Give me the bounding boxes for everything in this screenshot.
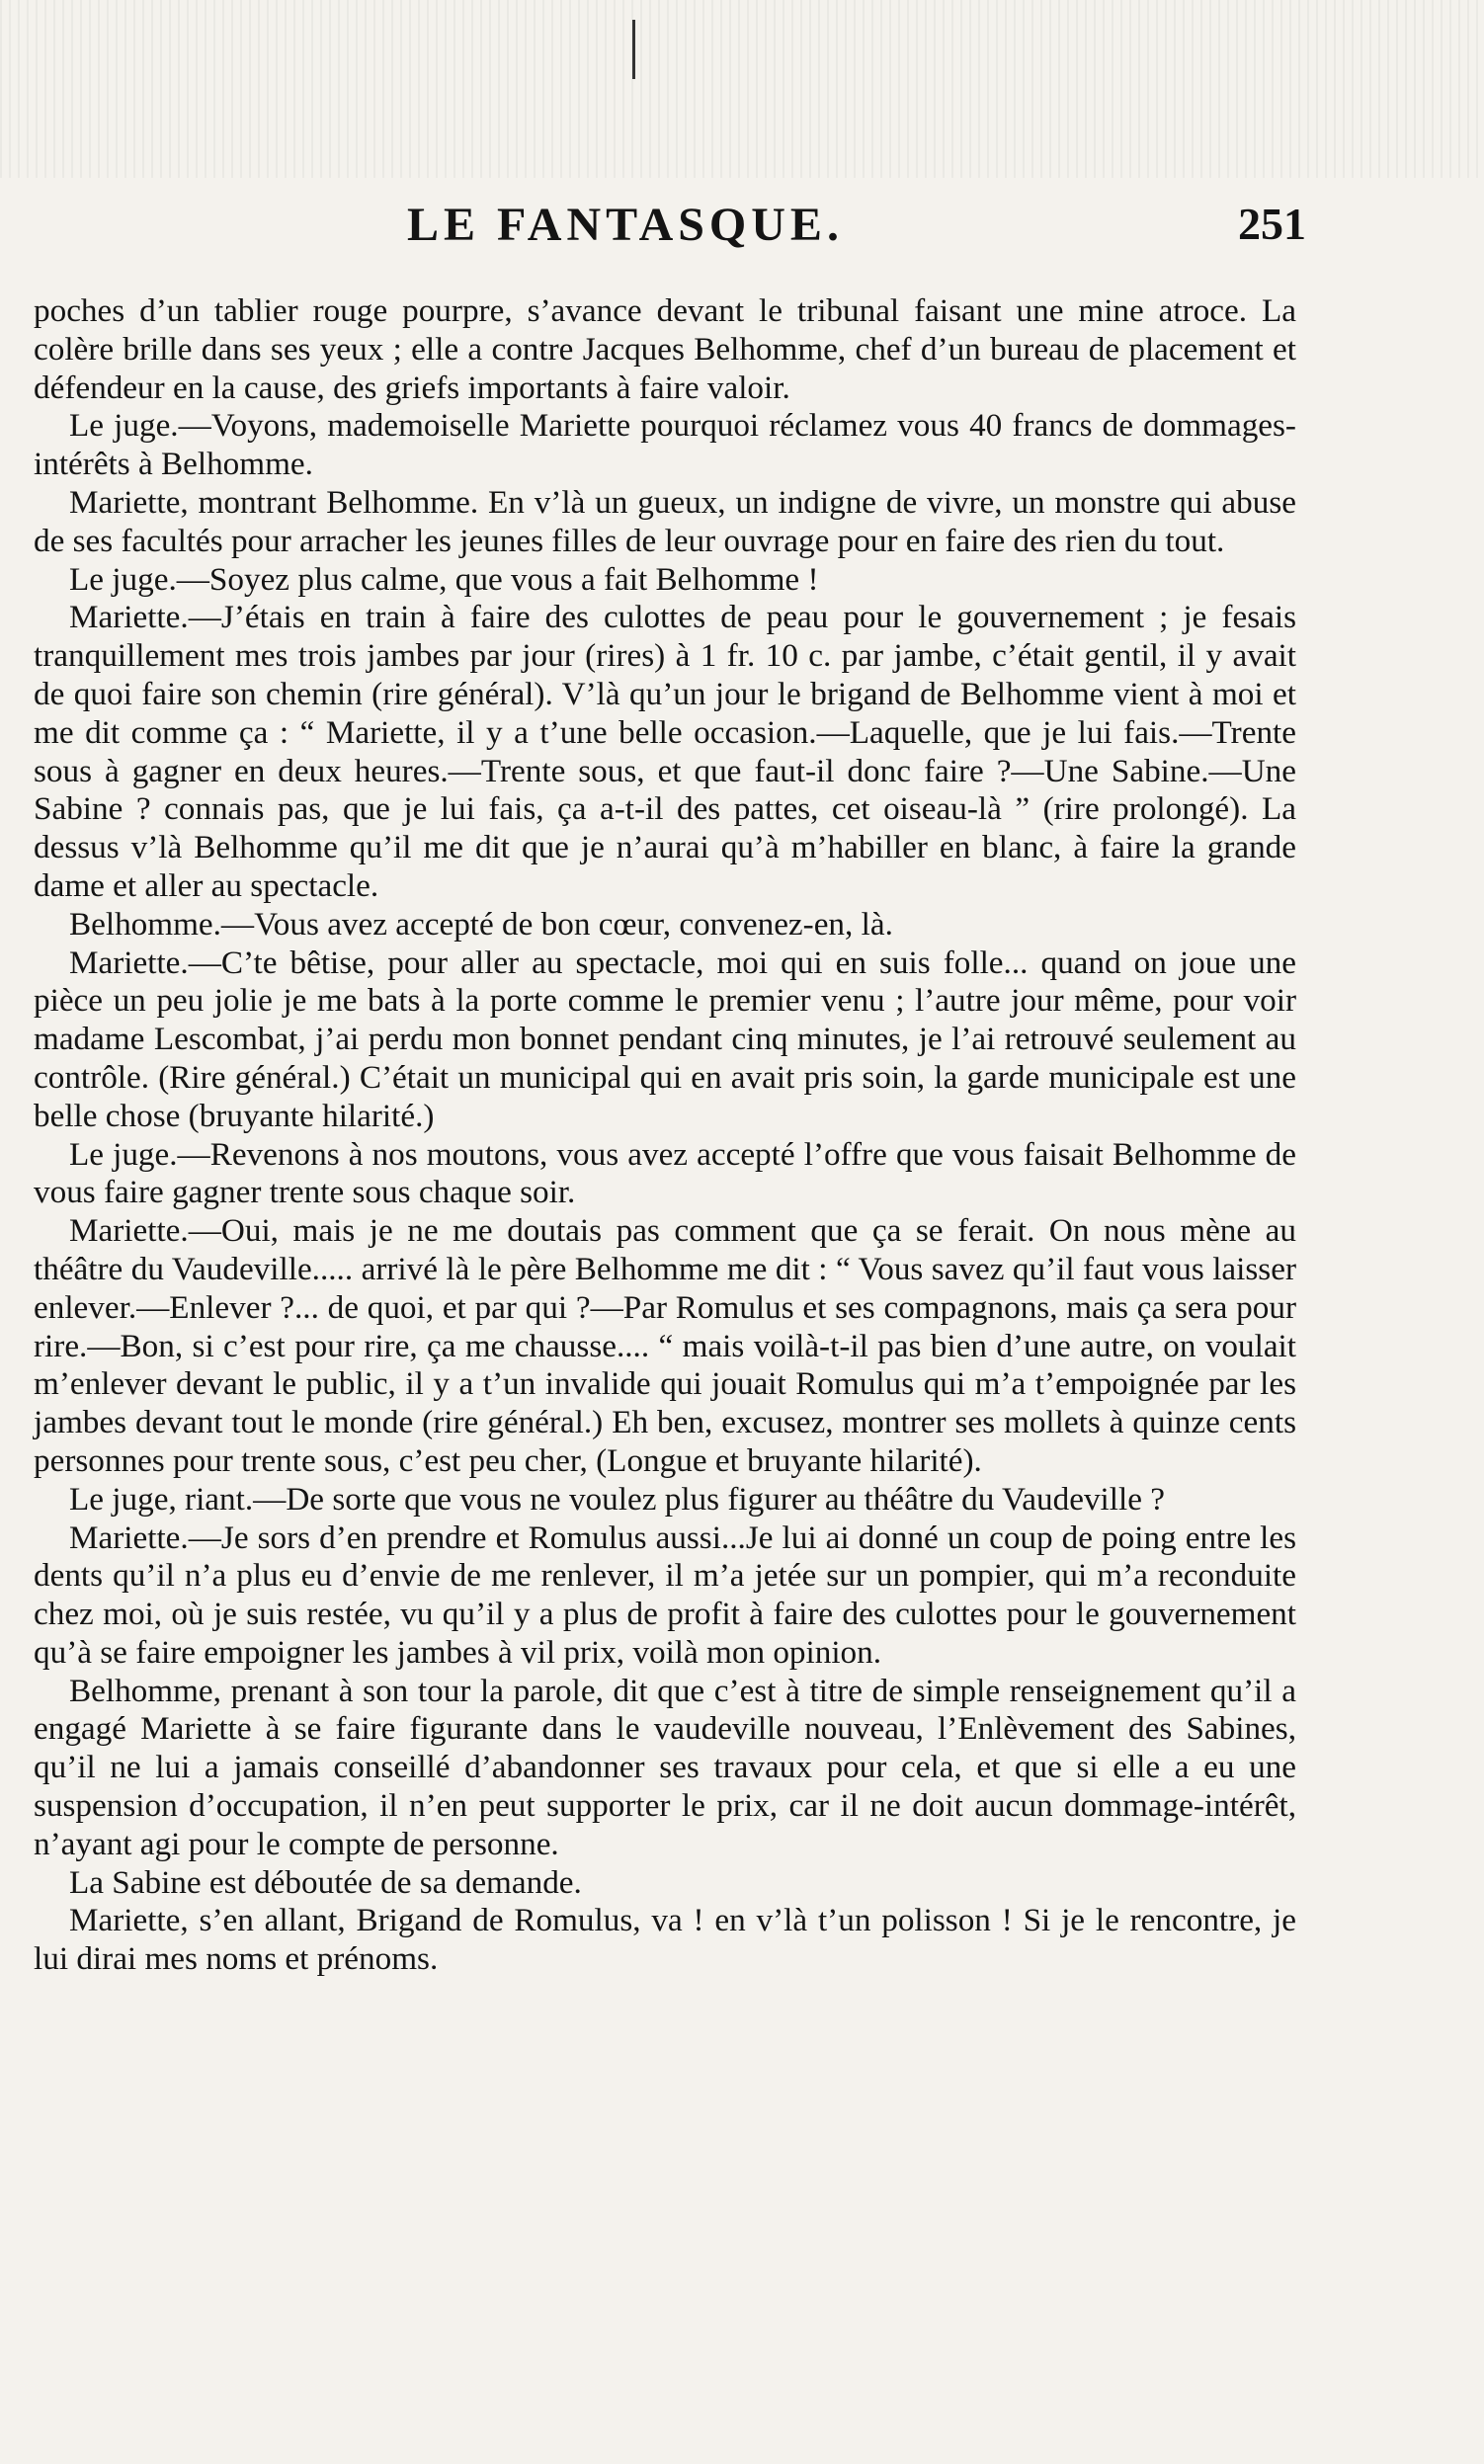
paragraph: Mariette, montrant Belhomme. En v’là un gueux, un indigne de vivre, un monstre qui abuse de ses facultés pour arracher les jeunes filles de leur ouvrage pour en faire des rien du tout.	[34, 483, 1296, 559]
binding-mark	[632, 20, 665, 79]
paragraph: Le juge, riant.—De sorte que vous ne voulez plus figurer au théâtre du Vaudeville ?	[69, 1480, 1165, 1518]
paragraph: Le juge.—Voyons, mademoiselle Mariette pourquoi réclamez vous 40 francs de dommages-intérêts à Belhomme.	[34, 407, 1296, 483]
paragraph: La Sabine est déboutée de sa demande.	[69, 1863, 582, 1901]
paragraph: Mariette.—J’étais en train à faire des culottes de peau pour le gouvernement ; je fesais tranquillement mes trois jambes par jour (rires) à 1 fr. 10 c. par jambe, c’était gentil, il y avait de quoi faire son chemin (rire général). V’là qu’un jour le brigand de Belhomme vient à moi et me dit comme ça : “ Mariette, il y a t’une belle occasion.—Laquelle, que je lui fais.—Trente sous à gagner en deux heures.—Trente sous, et que faut-il donc faire ?—Une Sabine.—Une Sabine ? connais pas, que je lui fais, ça a-t-il des pattes, cet oiseau-là ” (rire prolongé). La dessus v’là Belhomme qu’il me dit que je n’aurai qu’à m’habiller en blanc, à faire la grande dame et aller au spectacle.	[34, 599, 1296, 904]
paragraph: Mariette, s’en allant, Brigand de Romulus, va ! en v’là t’un polisson ! Si je le rencontre, je lui dirai mes noms et prénoms.	[34, 1902, 1296, 1978]
paragraph: Belhomme.—Vous avez accepté de bon cœur, convenez-en, là.	[69, 905, 893, 943]
paragraph: Mariette.—C’te bêtise, pour aller au spectacle, moi qui en suis folle... quand on joue une pièce un peu jolie je me bats à la porte comme le premier venu ; l’autre jour même, pour voir madame Lescombat, j’ai perdu mon bonnet pendant cinq minutes, je l’ai retrouvé seulement au contrôle. (Rire général.) C’était un municipal qui en avait pris soin, la garde municipale est une belle chose (bruyante hilarité.)	[34, 944, 1296, 1134]
running-title: LE FANTASQUE.	[407, 199, 844, 251]
paragraph: Le juge.—Revenons à nos moutons, vous avez accepté l’offre que vous faisait Belhomme de vous faire gagner trente sous chaque soir.	[34, 1135, 1296, 1211]
paragraph: Mariette.—Oui, mais je ne me doutais pas comment que ça se ferait. On nous mène au théâtre du Vaudeville..... arrivé là le père Belhomme me dit : “ Vous savez qu’il faut vous laisser enlever.—Enlever ?... de quoi, et par qui ?—Par Romulus et ses compagnons, mais ça sera pour rire.—Bon, si c’est pour rire, ça me chausse.... “ mais voilà-t-il pas bien d’une autre, on voulait m’enlever devant le public, il y a t’un invalide qui jouait Romulus qui m’a t’empoignée par les jambes devant tout le monde (rire général.) Eh ben, excusez, montrer ses mollets à quinze cents personnes pour trente sous, c’est peu cher, (Longue et bruyante hilarité).	[34, 1212, 1296, 1479]
paragraph: Belhomme, prenant à son tour la parole, dit que c’est à titre de simple renseignement qu’il a engagé Mariette à se faire figurante dans le vaudeville nouveau, l’Enlèvement des Sabines, qu’il ne lui a jamais conseillé d’abandonner ses travaux pour cela, et que si elle a eu une suspension d’occupation, il n’en peut supporter le prix, car il ne doit aucun dommage-intérêt, n’ayant agi pour le compte de personne.	[34, 1672, 1296, 1862]
paragraph: Le juge.—Soyez plus calme, que vous a fait Belhomme !	[69, 560, 819, 598]
article-body	[34, 292, 1296, 1979]
paragraph: poches d’un tablier rouge pourpre, s’avance devant le tribunal faisant une mine atroce. La colère brille dans ses yeux ; elle a contre Jacques Belhomme, chef d’un bureau de placement et défendeur en la cause, des griefs importants à faire valoir.	[34, 292, 1296, 406]
page-header	[32, 198, 1306, 267]
page-number: 251	[1238, 199, 1306, 249]
scan-noise-top	[0, 0, 1484, 178]
paragraph: Mariette.—Je sors d’en prendre et Romulus aussi...Je lui ai donné un coup de poing entre les dents qu’il n’a plus eu d’envie de me renlever, il m’a jetée sur un pompier, qui m’a reconduite chez moi, où je suis restée, vu qu’il y a plus de profit à faire des culottes pour le gouvernement qu’à se faire empoigner les jambes à vil prix, voilà mon opinion.	[34, 1519, 1296, 1671]
